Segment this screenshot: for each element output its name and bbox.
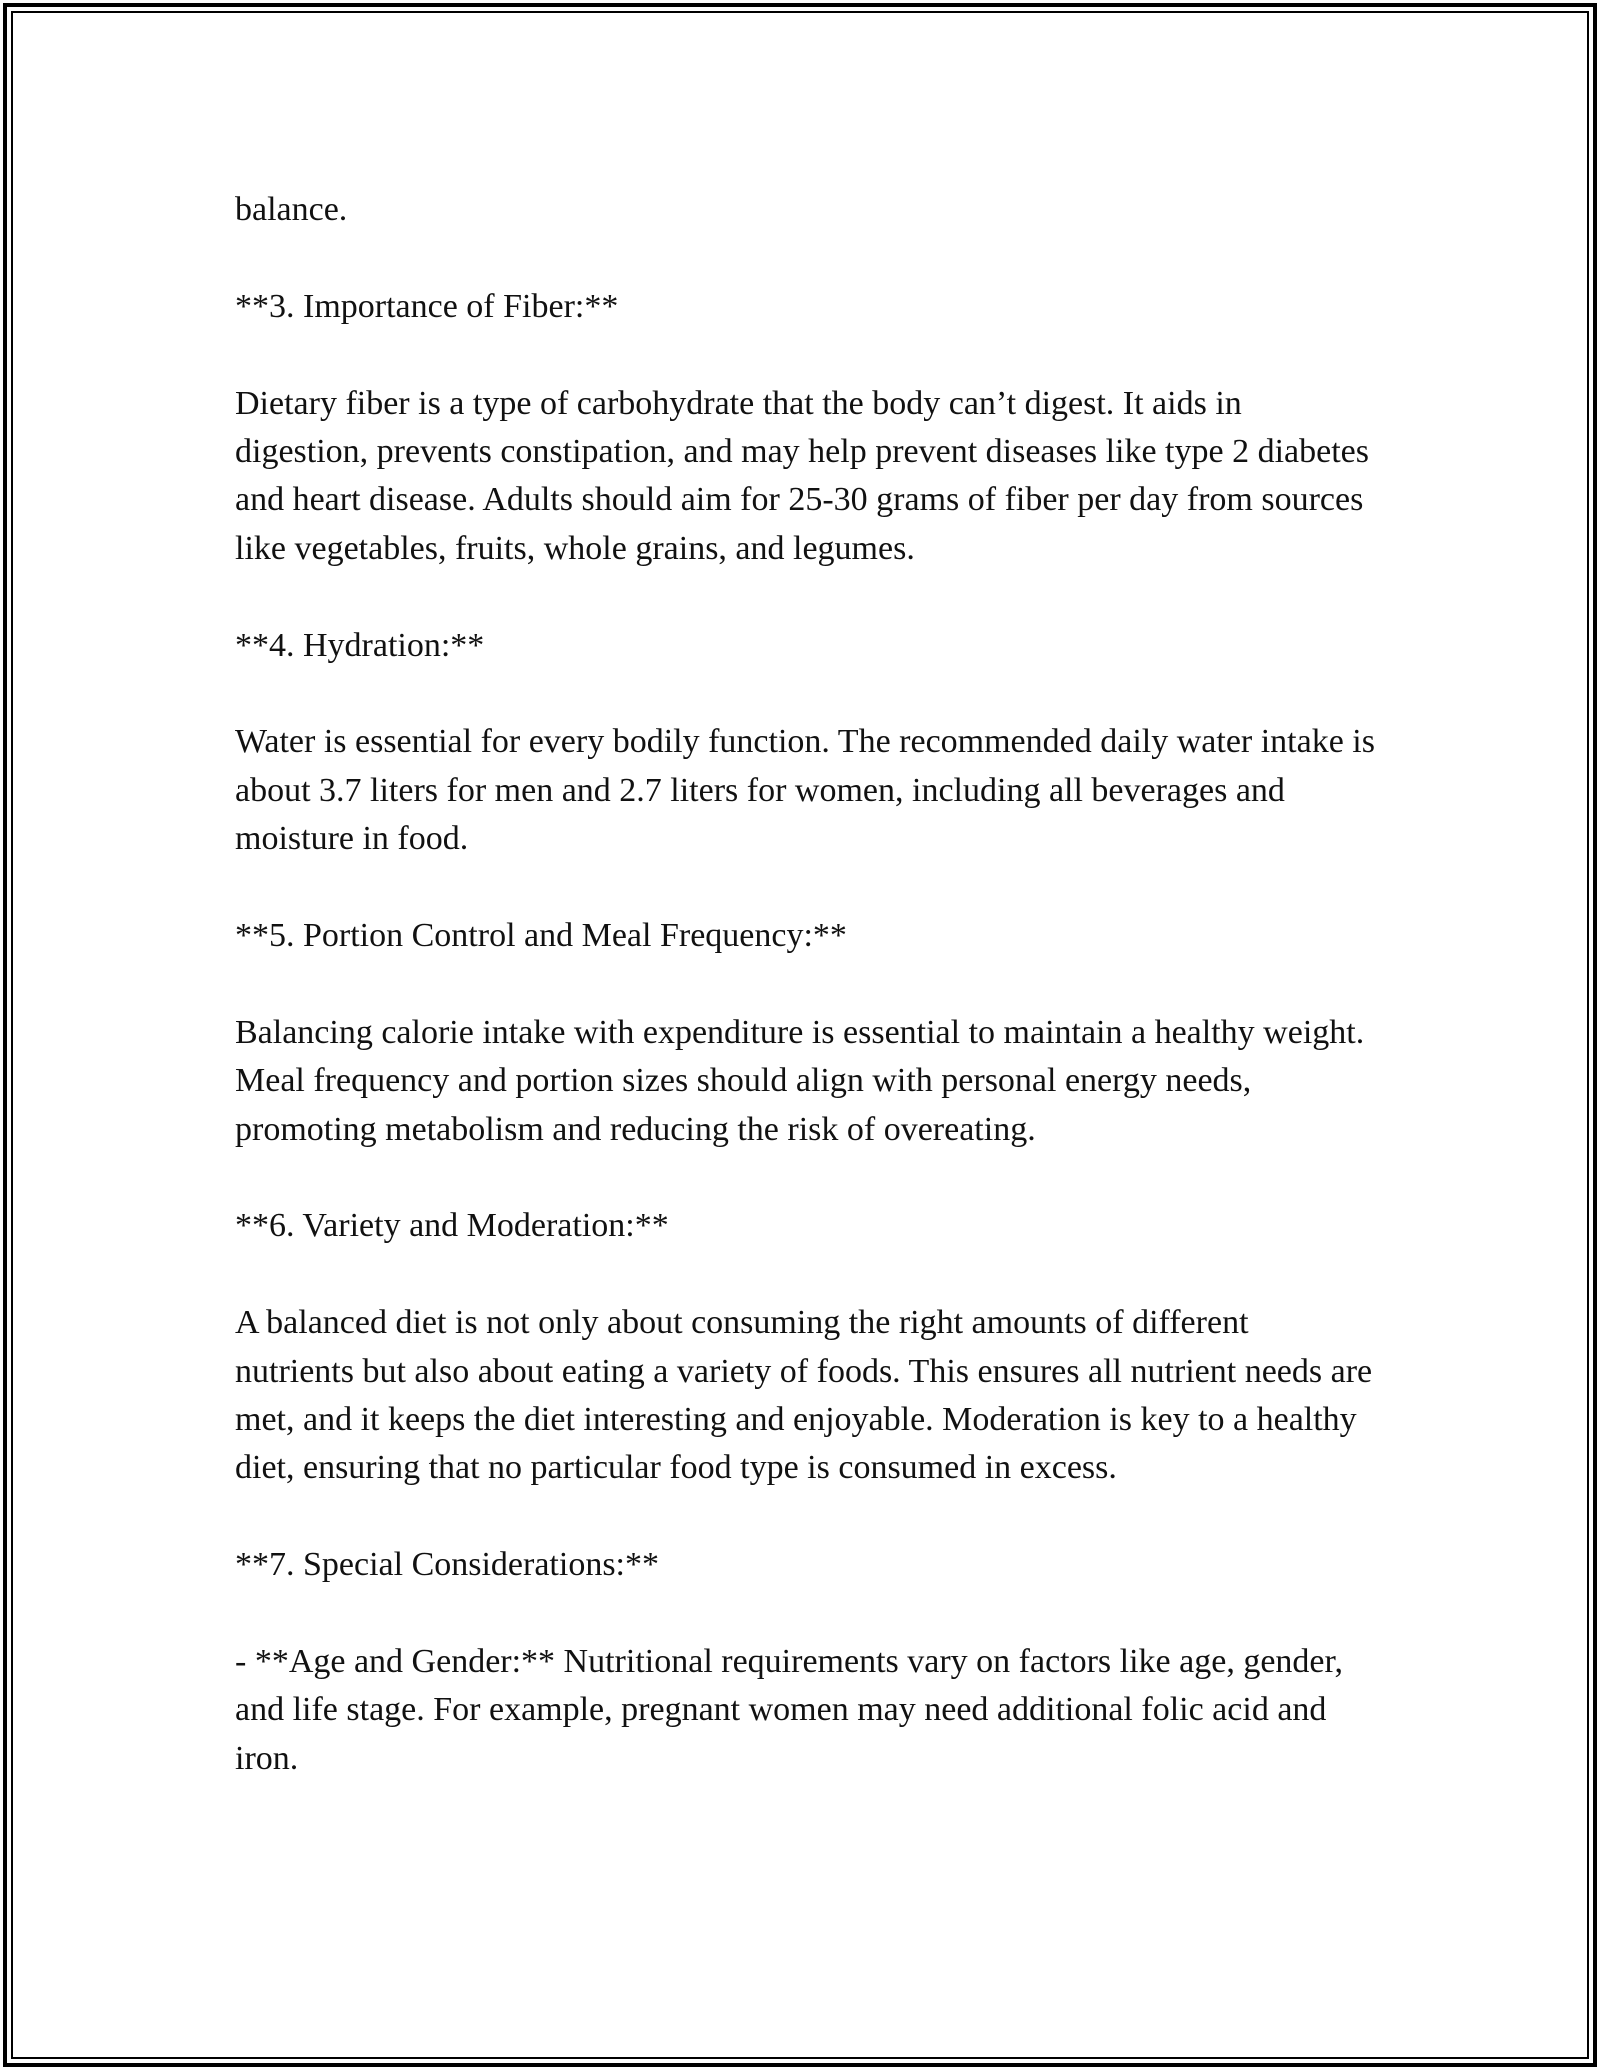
- paragraph-portion-control: Balancing calorie intake with expenditure is essential to maintain a healthy weight. Meal frequency and portion sizes should align with personal energy needs, promoting metabolism and reducing the risk of overeating.: [235, 1013, 1365, 1148]
- paragraph-continuation: balance.: [235, 191, 348, 228]
- paragraph-hydration: Water is essential for every bodily function. The recommended daily water intake is about 3.7 liters for men and 2.7 liters for women, including all beverages and moisture in food.: [235, 723, 1375, 858]
- heading-variety-moderation: **6. Variety and Moderation:**: [235, 1207, 669, 1245]
- document-body: [235, 186, 1375, 1783]
- paragraph-fiber: Dietary fiber is a type of carbohydrate that the body can’t digest. It aids in digestion, prevents constipation, and may help prevent diseases like type 2 diabetes and heart disease. Adults should aim for 25-30 grams of fiber per day from sources like vegetables, fruits, whole grains, and legumes.: [235, 384, 1369, 567]
- heading-special-considerations: **7. Special Considerations:**: [235, 1546, 660, 1584]
- heading-hydration: **4. Hydration:**: [235, 626, 485, 664]
- heading-portion-control: **5. Portion Control and Meal Frequency:**: [235, 917, 847, 955]
- heading-fiber: **3. Importance of Fiber:**: [235, 287, 619, 325]
- paragraph-variety-moderation: A balanced diet is not only about consuming the right amounts of different nutrients but also about eating a variety of foods. This ensures all nutrient needs are met, and it keeps the diet interesting and enjoyable. Moderation is key to a healthy diet, ensuring that no particular food type is consumed in excess.: [235, 1304, 1373, 1487]
- paragraph-age-gender: - **Age and Gender:** Nutritional requirements vary on factors like age, gender, and life stage. For example, pregnant women may need additional folic acid and iron.: [235, 1643, 1343, 1777]
